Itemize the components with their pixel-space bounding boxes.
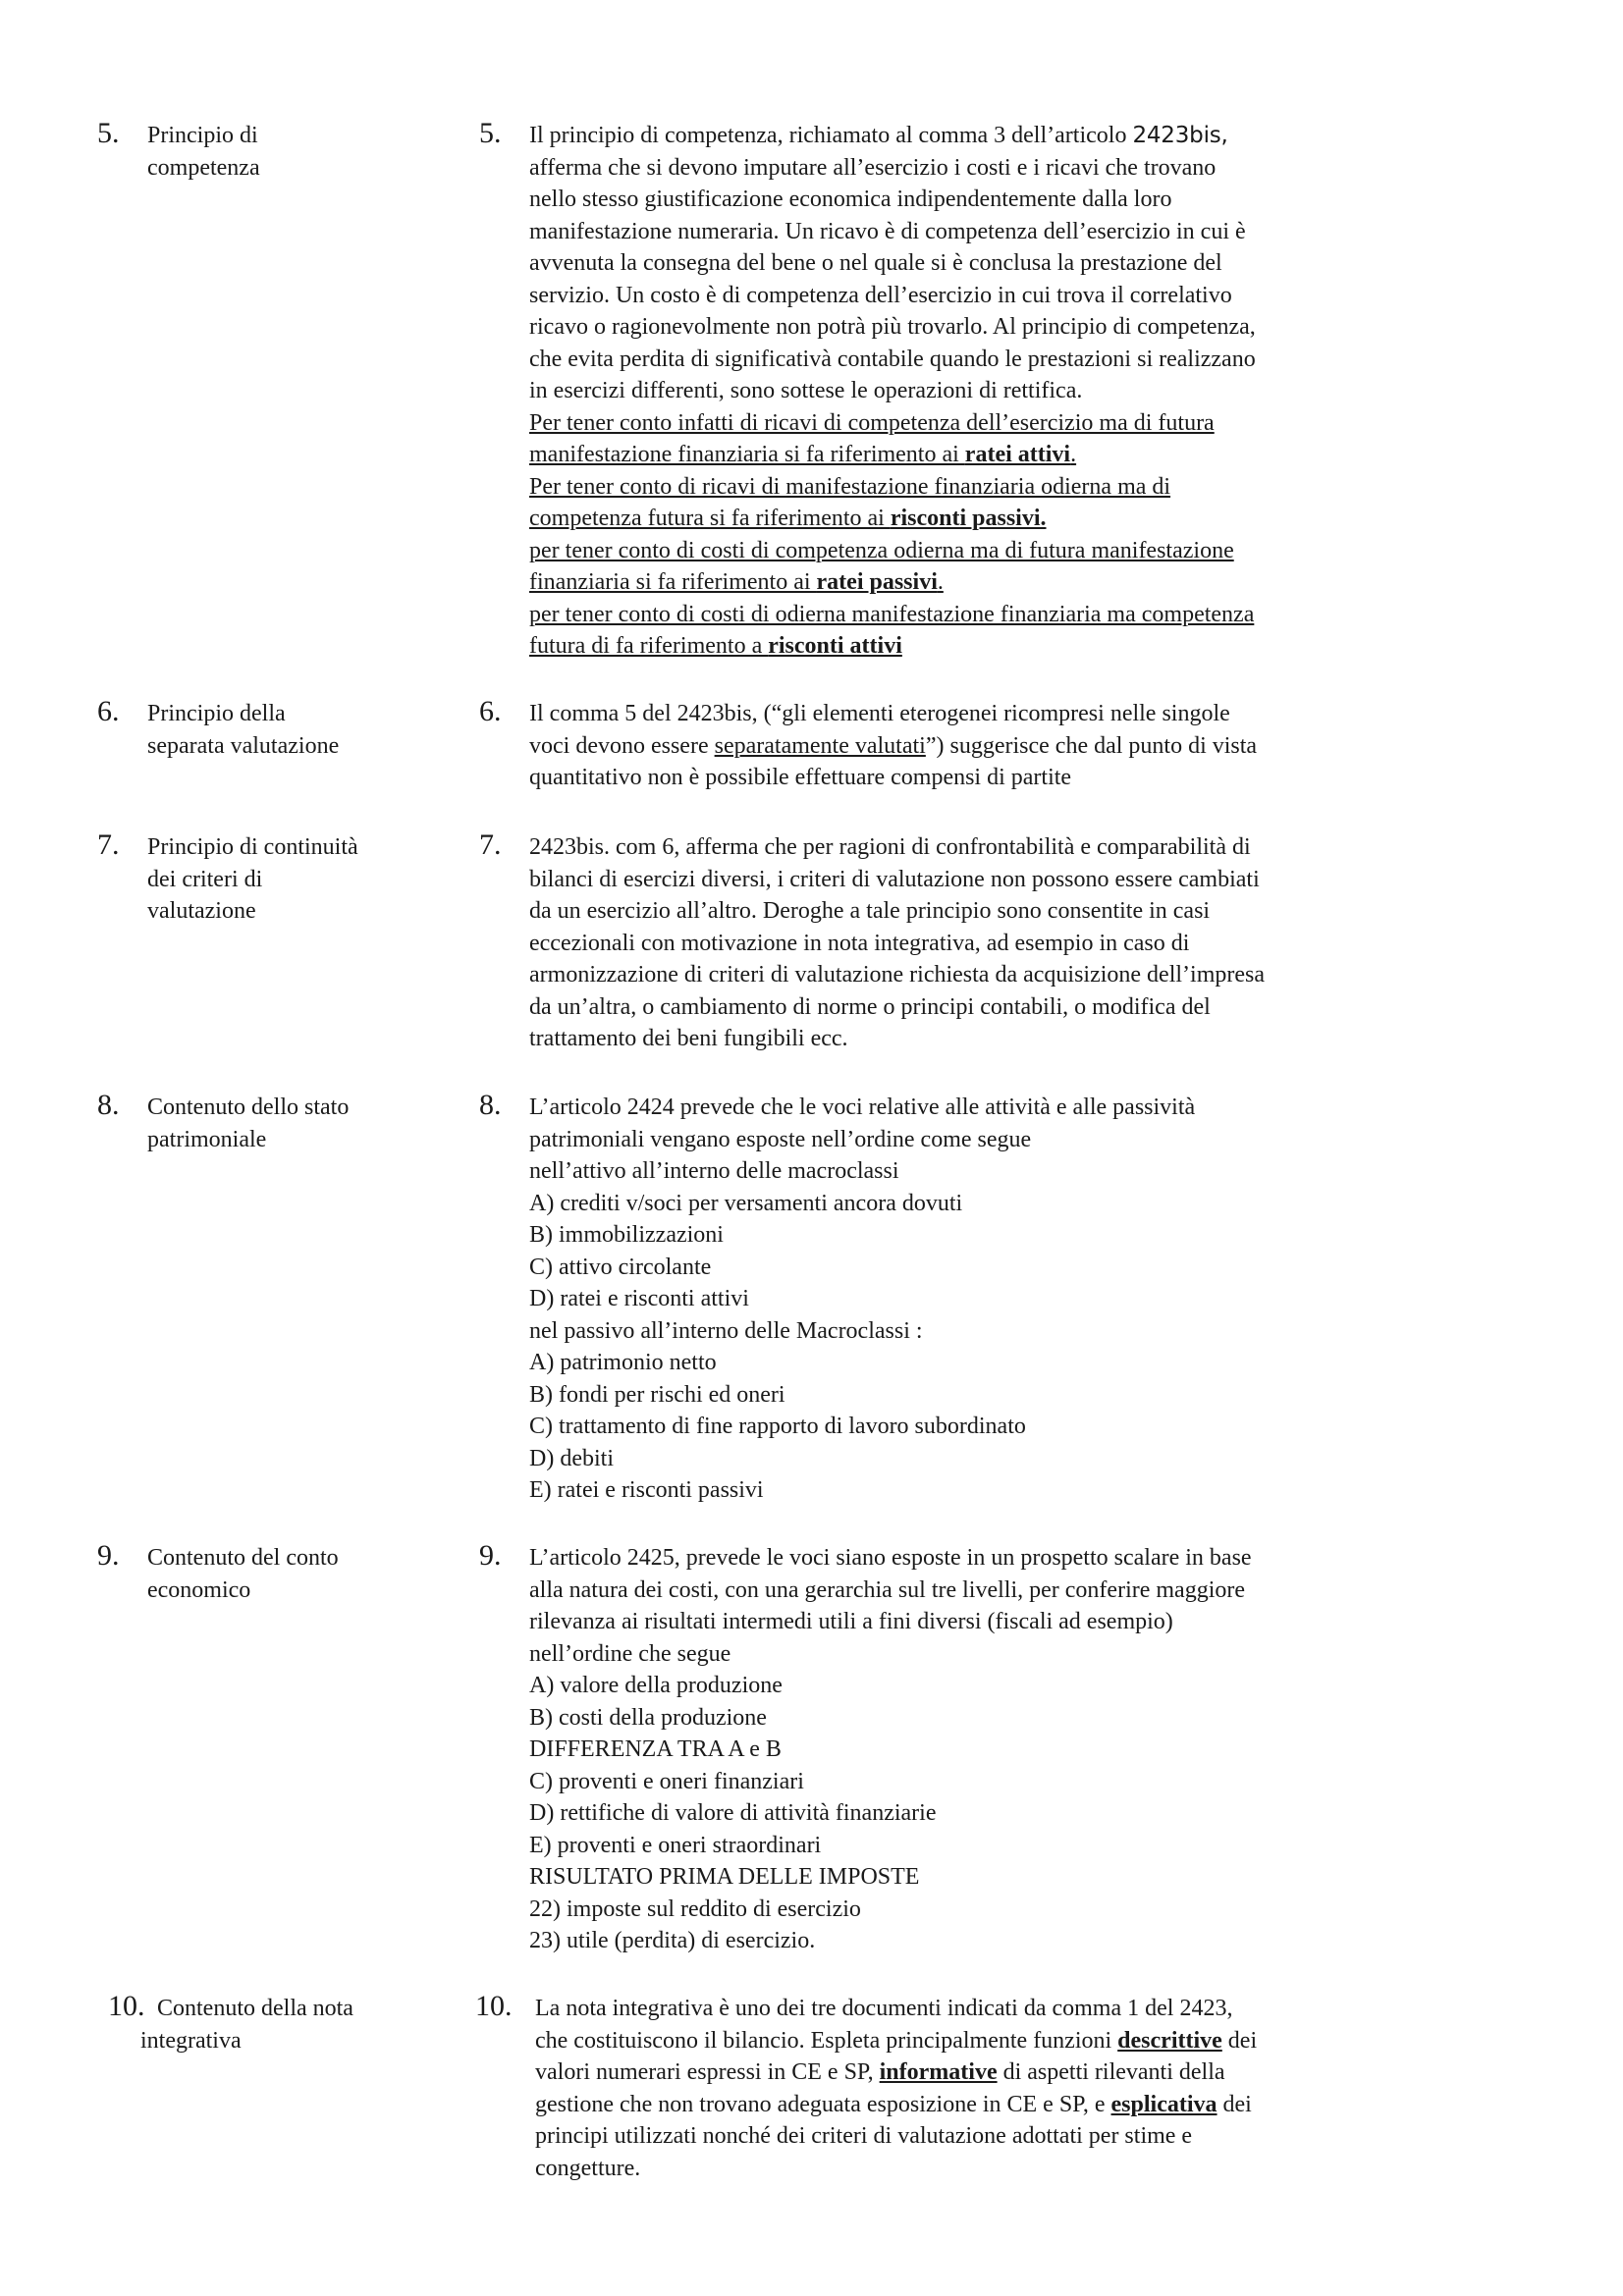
item-description: 2423bis. com 6, afferma che per ragioni di confrontabilità e comparabilità di bilanci di esercizi diversi, i criteri di valutazione non possono essere cambiati da un esercizio all’altro. Deroghe a tale principio sono consentite in casi eccezionali con motivazione in nota integrativa, ad esempio in caso di armonizzazione di criteri di valutazione richiesta da acquisizione dell’impresa da un’altra, o cambiamento di norme o principi contabili, o modifica del trattamento dei beni fungibili ecc. — [529, 834, 1266, 1051]
item-number-right: 8. — [479, 1089, 502, 1121]
item-number-right: 9. — [479, 1539, 502, 1572]
item-title: Contenuto dello stato patrimoniale — [147, 1095, 350, 1152]
item-number-right: 10. — [475, 1990, 513, 2022]
item-number-left: 9. — [97, 1539, 120, 1572]
item-description: Il principio di competenza, richiamato al comma 3 dell’articolo 2423bis, afferma che si devono imputare all’esercizio i costi e i ricavi che trovano nello stesso giustificazione economica indipendentemente dalla loro manifestazione numeraria. Un ricavo è di competenza dell’esercizio in cui è avvenuta la consegna del bene o nel quale si è conclusa la prestazione del servizio. Un costo è di competenza dell’esercizio in cui trova il correlativo ricavo o ragionevolmente non potrà più trovarlo. Al principio di competenza, che evita perdita di significativà contabile quando le prestazioni si realizzano in esercizi differenti, sono sottese le operazioni di rettifica. Per tener conto infatti di ricavi di competenza dell’esercizio ma di futura manifestazione finanziaria si fa riferimento ai ratei attivi. Per tener conto di ricavi di manifestazione finanziaria odierna ma di competenza futura si fa riferimento ai risconti passivi. per tener conto di costi di competenza odierna ma di futura manifestazione finanziaria si fa riferimento ai ratei passivi. per tener conto di costi di odierna manifestazione finanziaria ma competenza futura di fa riferimento a risconti attivi — [529, 123, 1256, 659]
item-number-right: 7. — [479, 828, 502, 861]
item-number-left: 10. — [108, 1990, 145, 2022]
item-title: Principio di competenza — [147, 123, 260, 181]
item-description: L’articolo 2425, prevede le voci siano esposte in un prospetto scalare in base alla natura dei costi, con una gerarchia sul tre livelli, per conferire maggiore rilevanza ai risultati intermedi utili a fini diversi (fiscali ad esempio) nell’ordine che segue A) valore della produzione B) costi della produzione DIFFERENZA TRA A e B C) proventi e oneri finanziari D) rettifiche di valore di attività finanziarie E) proventi e oneri straordinari RISULTATO PRIMA DELLE IMPOSTE 22) imposte sul reddito di esercizio 23) utile (perdita) di esercizio. — [529, 1545, 1252, 1953]
item-number-left: 5. — [97, 117, 120, 149]
item-description: La nota integrativa è uno dei tre documenti indicati da comma 1 del 2423, che costituiscono il bilancio. Espleta principalmente funzioni descrittive dei valori numerari espressi in CE e SP, informative di aspetti rilevanti della gestione che non trovano adeguata esposizione in CE e SP, e esplicativa dei principi utilizzati nonché dei criteri di valutazione adottati per stime e congetture. — [535, 1996, 1258, 2181]
item-number-right: 5. — [479, 117, 502, 149]
item-description: L’articolo 2424 prevede che le voci relative alle attività e alle passività patrimoniali vengano esposte nell’ordine come segue nell’attivo all’interno delle macroclassi A) crediti v/soci per versamenti ancora dovuti B) immobilizzazioni C) attivo circolante D) ratei e risconti attivi nel passivo all’interno delle Macroclassi : A) patrimonio netto B) fondi per rischi ed oneri C) trattamento di fine rapporto di lavoro subordinato D) debiti E) ratei e risconti passivi — [529, 1095, 1196, 1503]
item-number-right: 6. — [479, 695, 502, 727]
item-number-left: 7. — [97, 828, 120, 861]
item-title: Contenuto della nota integrativa — [140, 1996, 353, 2054]
item-description: Il comma 5 del 2423bis, (“gli elementi eterogenei ricompresi nelle singole voci devono essere separatamente valutati”) suggerisce che dal punto di vista quantitativo non è possibile effettuare compensi di partite — [529, 701, 1258, 790]
item-title: Principio di continuità dei criteri di valutazione — [147, 834, 358, 924]
item-title: Principio della separata valutazione — [147, 701, 340, 759]
item-number-left: 8. — [97, 1089, 120, 1121]
item-number-left: 6. — [97, 695, 120, 727]
item-title: Contenuto del conto economico — [147, 1545, 339, 1603]
